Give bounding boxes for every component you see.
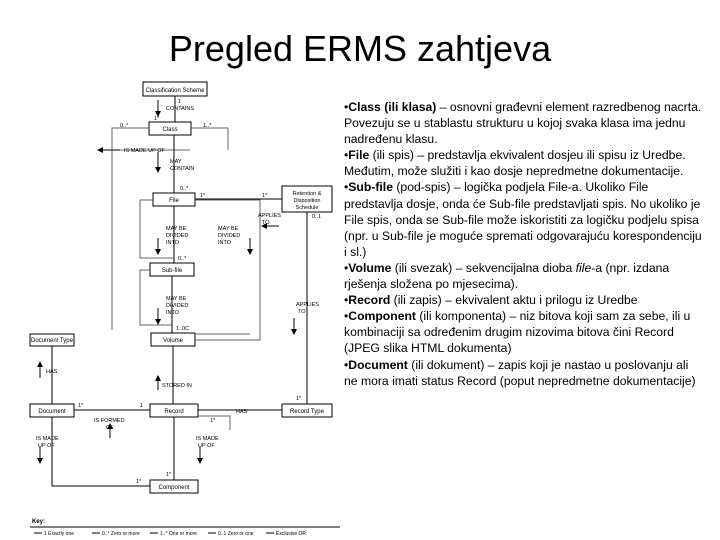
key-item-3: 1..* One or more	[160, 531, 197, 537]
label-is-formed-of-2: OF	[106, 425, 114, 431]
term-file: File	[348, 148, 370, 163]
key-item-2: 0..* Zero or more	[102, 531, 140, 537]
label-divided-left-2: DIVIDED	[166, 233, 189, 239]
subfile-box	[150, 263, 194, 276]
retention-schedule-box	[282, 186, 332, 212]
document-type-box	[30, 334, 74, 346]
label-divided-sub-2: DIVIDED	[166, 303, 189, 309]
definition-record: •Record (ili zapis) – ekvivalent aktu i prilogu iz Uredbe	[344, 293, 638, 308]
mult-8: 0..1	[312, 214, 322, 220]
label-is-made-up-of: IS MADE UP OF	[124, 148, 165, 154]
component-label: Component	[158, 485, 190, 491]
label-made-up-right-1: IS MADE	[196, 436, 219, 442]
mult-2: 1*	[154, 116, 160, 122]
mult-11: 1*	[296, 396, 302, 402]
slide-title: Pregled ERMS zahtjeva	[168, 28, 552, 69]
definition-volume: •Volume (ili svezak) – sekvencijalna dioba file-a (npr. izdana rješenja složena po mjesecima).	[344, 260, 670, 292]
mult-14: 1*	[210, 418, 216, 424]
mult-6: 1*	[200, 193, 206, 199]
record-type-box	[282, 404, 332, 417]
label-has-2: HAS	[236, 409, 248, 415]
record-box	[150, 404, 198, 417]
label-applies-to-1: APPLIES	[258, 213, 281, 219]
mult-3: 0..*	[120, 123, 129, 129]
label-made-up-left-1: IS MADE	[36, 436, 59, 442]
key-item-5: Exclusive OR	[276, 531, 307, 537]
term-document: Document	[348, 357, 408, 372]
document-box	[30, 404, 74, 417]
subfile-label: Sub-file	[161, 268, 183, 274]
definitions-text	[344, 99, 702, 389]
file-box	[153, 193, 195, 206]
label-is-formed-of-1: IS FORMED	[94, 418, 125, 424]
document-label: Document	[38, 409, 66, 415]
diagram-key	[30, 519, 340, 537]
component-box	[150, 480, 198, 493]
label-applies-to-2-2: TO	[298, 309, 306, 315]
retention-label-2: Disposition	[293, 198, 321, 204]
record-type-label: Record Type	[290, 409, 324, 415]
key-item-4: 0..1 Zero or one	[218, 531, 254, 537]
label-divided-right-2: DIVIDED	[218, 233, 241, 239]
mult-12: 1*	[78, 403, 84, 409]
retention-label-3: Schedule	[295, 205, 319, 211]
label-contains: CONTAINS	[166, 106, 195, 112]
label-divided-left-3: INTO	[166, 240, 180, 246]
term-volume: Volume	[348, 260, 392, 275]
label-stored-in: STORED IN	[162, 383, 192, 389]
label-may-contain-2: CONTAIN	[170, 166, 195, 172]
term-component: Component	[348, 309, 416, 324]
mult-15: 1*	[166, 472, 172, 478]
definition-subfile: •Sub-file (pod-spis) – logička podjela File-a. Ukoliko File predstavlja dosje, onda će Sub-file predstavljati spis. No ukoliko je File spis, onda se Sub-file može iskoristiti za logičku podjelu spisa (npr. u Sub-file je moguće spremati odgovarajuću korespondenciju i sl.)	[344, 180, 702, 259]
multiplicity-labels	[78, 99, 321, 485]
file-label: File	[169, 198, 179, 204]
class-label: Class	[162, 127, 178, 133]
definition-file: •File (ili spis) – predstavlja ekvivalent dosjeu ili spisu iz Uredbe. Međutim, može služiti i kao dosje nepredmetne dokumentacije.	[344, 148, 686, 179]
label-divided-right-1: MAY BE	[218, 226, 239, 232]
definition-document: •Document (ili dokument) – zapis koji je nastao u poslovanju ali ne mora imati status Record (poput nepredmetne dokumentacije)	[344, 357, 696, 388]
mult-10: 1..0C	[176, 326, 190, 332]
class-box	[149, 122, 191, 135]
mult-5: 0..*	[180, 186, 189, 192]
connector-lines	[52, 96, 307, 486]
volume-box	[151, 333, 195, 346]
relationship-labels	[36, 106, 322, 449]
mult-4: 1..*	[203, 123, 212, 129]
term-subfile: Sub-file	[348, 180, 393, 195]
classification-scheme-box	[143, 82, 207, 96]
mult-7: 1*	[262, 193, 268, 199]
label-divided-sub-3: INTO	[166, 310, 180, 316]
classification-scheme-label: Classification Scheme	[145, 88, 205, 94]
label-made-up-left-2: UP OF	[38, 443, 55, 449]
label-divided-sub-1: MAY BE	[166, 296, 187, 302]
label-applies-to-2: TO	[262, 220, 270, 226]
record-label: Record	[164, 409, 184, 415]
term-record: Record	[348, 293, 391, 308]
label-applies-to-2-1: APPLIES	[296, 302, 319, 308]
label-divided-right-3: INTO	[218, 240, 232, 246]
term-class: Class (ili klasa)	[348, 100, 437, 114]
mult-1: 1	[178, 99, 182, 105]
document-type-label: Document Type	[31, 338, 73, 344]
mult-13: 1	[140, 403, 144, 409]
retention-label-1: Retention &	[292, 191, 322, 197]
definition-class: •Class (ili klasa) – osnovni građevni element razredbenog nacrta. Povezuju se u stablastu strukturu u kojoj svaka klasa ima jednu nadređenu klasu.	[344, 100, 702, 147]
label-divided-left-1: MAY BE	[166, 226, 187, 232]
mult-9: 0..*	[178, 256, 187, 262]
label-may-contain-1: MAY	[170, 159, 182, 165]
mult-16: 1*	[136, 479, 142, 485]
key-item-1: 1 Exactly one	[44, 531, 75, 537]
definition-component: •Component (ili komponenta) – niz bitova koji sam za sebe, ili u kombinaciji sa određenim drugim nizovima bitova čini Record (JPEG slika HTML dokumenta)	[344, 309, 691, 356]
key-title: Key:	[32, 519, 46, 525]
label-made-up-right-2: UP OF	[198, 443, 215, 449]
volume-label: Volume	[162, 338, 184, 344]
label-has: HAS	[46, 369, 58, 375]
